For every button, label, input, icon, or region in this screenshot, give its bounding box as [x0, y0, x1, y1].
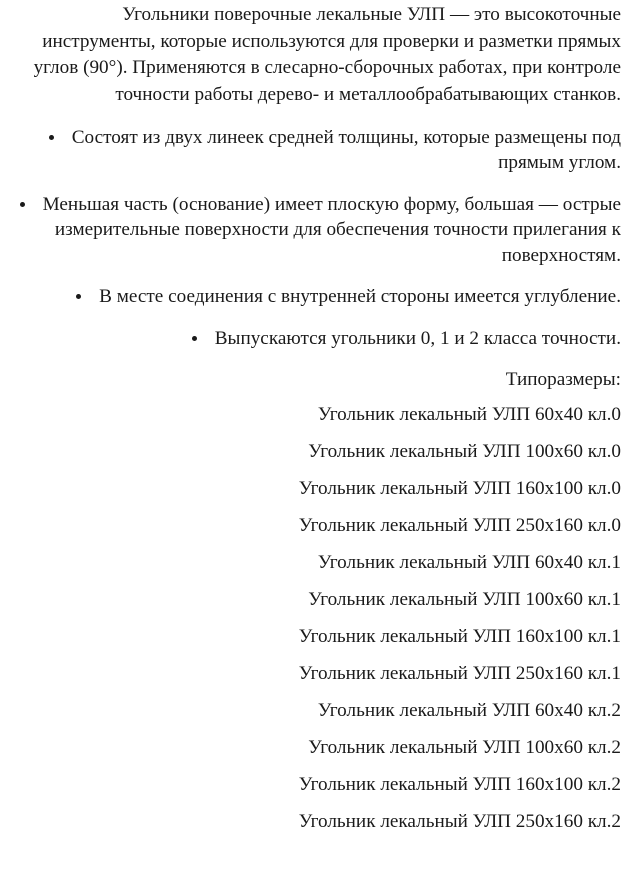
size-item: Угольник лекальный УЛП 160х100 кл.1 — [298, 626, 621, 648]
size-item: Угольник лекальный УЛП 60х40 кл.1 — [317, 552, 621, 574]
size-item: Угольник лекальный УЛП 60х40 кл.0 — [317, 404, 621, 426]
size-item: Угольник лекальный УЛП 250х160 кл.0 — [298, 515, 621, 537]
feature-item — [8, 125, 621, 176]
intro-paragraph: Угольники поверочные лекальные УЛП — это высокоточные инструменты, которые используются для проверки и разметки прямых углов (90°). Применяются в слесарно-сборочных работах, при контроле точности работы дерево- и металлообрабатывающих станков. — [33, 4, 621, 106]
feature-text: Выпускаются угольники 0, 1 и 2 класса точности. — [214, 327, 621, 349]
sizes-heading: Типоразмеры: — [505, 369, 621, 391]
size-item: Угольник лекальный УЛП 100х60 кл.1 — [308, 589, 621, 611]
feature-item — [8, 192, 621, 269]
feature-text: В месте соединения с внутренней стороны имеется углубление. — [99, 286, 621, 308]
bullet-icon — [20, 202, 25, 207]
size-item: Угольник лекальный УЛП 100х60 кл.0 — [308, 441, 621, 463]
size-item: Угольник лекальный УЛП 100х60 кл.2 — [308, 737, 621, 759]
feature-list — [8, 125, 621, 352]
feature-item — [8, 284, 621, 310]
feature-text: Меньшая часть (основание) имеет плоскую форму, большая — острые измерительные поверхности для обеспечения точности прилегания к поверхностям. — [42, 193, 621, 266]
sizes-list — [8, 402, 621, 835]
bullet-icon — [76, 294, 81, 299]
size-item: Угольник лекальный УЛП 160х100 кл.0 — [298, 478, 621, 500]
size-item: Угольник лекальный УЛП 250х160 кл.1 — [298, 663, 621, 685]
bullet-icon — [49, 135, 54, 140]
bullet-icon — [192, 336, 197, 341]
size-item: Угольник лекальный УЛП 60х40 кл.2 — [317, 700, 621, 722]
size-item: Угольник лекальный УЛП 160х100 кл.2 — [298, 774, 621, 796]
feature-text: Состоят из двух линеек средней толщины, которые размещены под прямым углом. — [71, 126, 621, 174]
size-item: Угольник лекальный УЛП 250х160 кл.2 — [298, 811, 621, 833]
feature-item — [8, 326, 621, 352]
